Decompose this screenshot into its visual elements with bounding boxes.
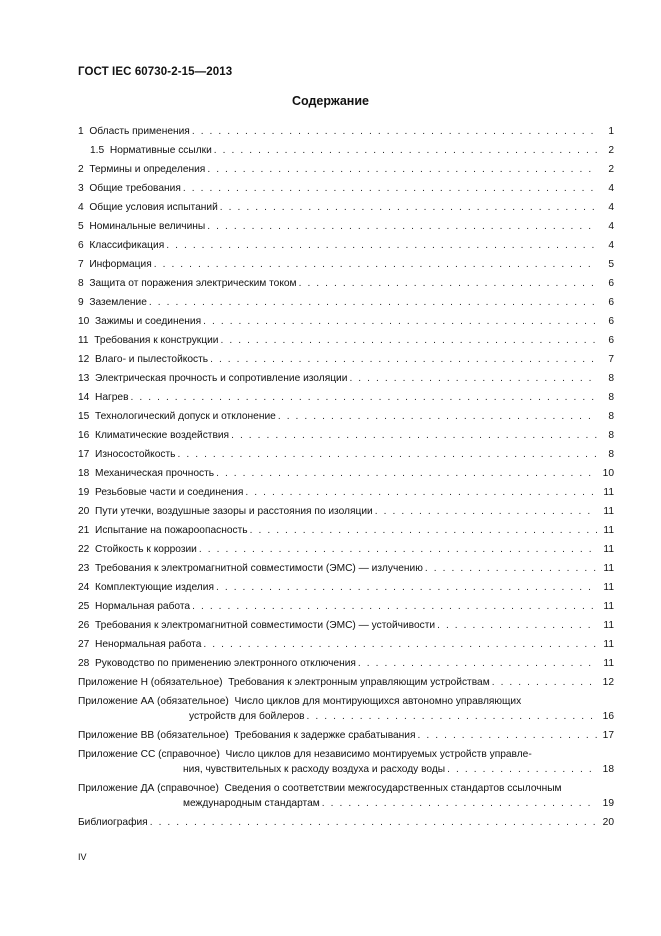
entry-title: Общие требования [89, 183, 181, 194]
toc-entry[interactable] [78, 523, 614, 542]
annex-title-line2: устройств для бойлеров [189, 711, 305, 722]
entry-title: Защита от поражения электрическим током [89, 278, 297, 289]
dot-leader [210, 352, 597, 367]
dot-leader [131, 390, 598, 405]
entry-title: Нормативные ссылки [109, 145, 212, 156]
dot-leader [177, 447, 597, 462]
entry-number: 4 [78, 202, 84, 213]
toc-annex-entry[interactable] [78, 781, 614, 811]
dot-leader [192, 599, 597, 614]
entry-title: Зажимы и соединения [95, 316, 202, 327]
annex-label: Приложение ДА (справочное) [78, 783, 219, 794]
entry-page: 11 [603, 487, 614, 498]
entry-page: 19 [602, 798, 614, 809]
entry-page: 12 [602, 677, 614, 688]
entry-page: 10 [602, 468, 614, 479]
dot-leader [418, 728, 598, 743]
dot-leader [154, 257, 597, 272]
entry-page: 18 [602, 764, 614, 775]
entry-page: 11 [603, 506, 614, 517]
entry-title: Требования к электромагнитной совместимости (ЭМС) — излучению [95, 563, 423, 574]
entry-title: Стойкость к коррозии [95, 544, 197, 555]
toc-entry[interactable] [78, 333, 614, 352]
toc-entry[interactable] [78, 466, 614, 485]
entry-number: 5 [78, 221, 84, 232]
toc-entry[interactable] [78, 390, 614, 409]
entry-title: Руководство по применению электронного отключения [95, 658, 356, 669]
entry-page: 11 [603, 601, 614, 612]
entry-number: 3 [78, 183, 84, 194]
entry-number: 14 [78, 392, 90, 403]
entry-page: 6 [608, 297, 614, 308]
entry-title: Нагрев [95, 392, 129, 403]
entry-page: 11 [603, 582, 614, 593]
entry-title: Износостойкость [95, 449, 176, 460]
entry-page: 11 [603, 525, 614, 536]
entry-title: Электрическая прочность и сопротивление изоляции [95, 373, 348, 384]
entry-number: 24 [78, 582, 90, 593]
dot-leader [216, 580, 597, 595]
dot-leader [214, 143, 597, 158]
entry-number: 25 [78, 601, 90, 612]
annex-title-line1: Число циклов для независимо монтируемых устройств управле- [225, 749, 532, 760]
toc-entry[interactable] [78, 219, 614, 238]
entry-title: Классификация [89, 240, 165, 251]
annex-title: Требования к задержке срабатывания [234, 730, 416, 741]
toc-entry[interactable] [78, 143, 614, 162]
entry-number: 26 [78, 620, 90, 631]
annex-label: Приложение Н (обязательное) [78, 677, 223, 688]
toc-entry[interactable] [78, 447, 614, 466]
dot-leader [358, 656, 597, 671]
annex-title-line2: ния, чувствительных к расходу воздуха и расходу воды [183, 764, 446, 775]
dot-leader [250, 523, 597, 538]
toc-entry[interactable] [78, 124, 614, 143]
entry-title: Влаго- и пылестойкость [95, 354, 209, 365]
entry-page: 11 [603, 658, 614, 669]
entry-number: 1.5 [90, 145, 105, 156]
entry-title: Требования к конструкции [94, 335, 219, 346]
entry-page: 4 [608, 240, 614, 251]
toc-entry[interactable] [78, 580, 614, 599]
annex-title-line1: Число циклов для монтирующихся автономно управляющих [234, 696, 522, 707]
dot-leader [150, 815, 597, 830]
dot-leader [425, 561, 597, 576]
entry-title: Механическая прочность [95, 468, 215, 479]
entry-number: 21 [78, 525, 90, 536]
entry-title: Термины и определения [89, 164, 206, 175]
dot-leader [199, 542, 597, 557]
entry-page: 11 [603, 544, 614, 555]
toc-entry[interactable] [78, 238, 614, 257]
entry-number: 12 [78, 354, 90, 365]
entry-title: Нормальная работа [95, 601, 191, 612]
entry-title: Общие условия испытаний [89, 202, 218, 213]
toc-entry[interactable] [78, 485, 614, 504]
entry-number: 2 [78, 164, 84, 175]
dot-leader [492, 675, 597, 690]
entry-page: 8 [608, 373, 614, 384]
entry-page: 6 [608, 335, 614, 346]
dot-leader [307, 709, 597, 724]
toc-entry[interactable] [78, 656, 614, 675]
entry-page: 17 [602, 730, 614, 741]
entry-number: 27 [78, 639, 90, 650]
toc-entry[interactable] [78, 200, 614, 219]
entry-number: 13 [78, 373, 90, 384]
entry-page: 2 [608, 145, 614, 156]
entry-title: Заземление [89, 297, 147, 308]
annex-label: Приложение АА (обязательное) [78, 696, 229, 707]
toc-entry[interactable] [78, 295, 614, 314]
dot-leader [437, 618, 597, 633]
entry-number: 9 [78, 297, 84, 308]
annex-label: Приложение ВВ (обязательное) [78, 730, 229, 741]
entry-number: 16 [78, 430, 90, 441]
toc-entry[interactable] [78, 542, 614, 561]
toc-entry[interactable] [78, 409, 614, 428]
entry-number: 7 [78, 259, 84, 270]
toc-title: Содержание [291, 94, 369, 108]
entry-page: 8 [608, 411, 614, 422]
entry-title: Пути утечки, воздушные зазоры и расстояния по изоляции [95, 506, 373, 517]
entry-number: 1 [78, 126, 84, 137]
entry-page: 5 [608, 259, 614, 270]
dot-leader [166, 238, 597, 253]
entry-title: Технологический допуск и отклонение [95, 411, 276, 422]
dot-leader [216, 466, 597, 481]
dot-leader [207, 219, 597, 234]
dot-leader [447, 762, 597, 777]
toc-entry[interactable] [78, 276, 614, 295]
entry-number: 17 [78, 449, 90, 460]
entry-number: 8 [78, 278, 84, 289]
entry-page: 11 [603, 639, 614, 650]
toc-annex-entry[interactable] [78, 675, 614, 694]
entry-number: 6 [78, 240, 84, 251]
entry-page: 11 [603, 620, 614, 631]
dot-leader [203, 637, 597, 652]
toc-entry[interactable] [78, 599, 614, 618]
document-header: ГОСТ IEC 60730-2-15—2013 [78, 66, 233, 78]
entry-page: 4 [608, 183, 614, 194]
toc-entry[interactable] [78, 162, 614, 181]
entry-page: 4 [608, 202, 614, 213]
entry-page: 7 [608, 354, 614, 365]
entry-number: 18 [78, 468, 90, 479]
entry-number: 15 [78, 411, 90, 422]
dot-leader [203, 314, 597, 329]
dot-leader [299, 276, 597, 291]
entry-number: 20 [78, 506, 90, 517]
entry-title: Комплектующие изделия [95, 582, 214, 593]
entry-title: Требования к электромагнитной совместимости (ЭМС) — устойчивости [95, 620, 436, 631]
annex-label: Приложение СС (справочное) [78, 749, 220, 760]
entry-number: 23 [78, 563, 90, 574]
entry-page: 11 [603, 563, 614, 574]
entry-number: 19 [78, 487, 90, 498]
entry-page: 6 [608, 316, 614, 327]
dot-leader [375, 504, 597, 519]
dot-leader [322, 796, 597, 811]
toc-entry[interactable] [78, 314, 614, 333]
entry-number: 11 [78, 335, 89, 346]
entry-title: Резьбовые части и соединения [95, 487, 244, 498]
toc-entry[interactable] [78, 428, 614, 447]
dot-leader [278, 409, 597, 424]
entry-title: Информация [89, 259, 152, 270]
annex-title-line2: международным стандартам [183, 798, 320, 809]
dot-leader [245, 485, 597, 500]
entry-page: 8 [608, 430, 614, 441]
entry-page: 4 [608, 221, 614, 232]
table-of-contents [78, 124, 614, 834]
toc-entry[interactable] [78, 352, 614, 371]
dot-leader [183, 181, 597, 196]
toc-entry[interactable] [78, 504, 614, 523]
entry-title: Область применения [89, 126, 190, 137]
entry-number: 10 [78, 316, 90, 327]
annex-title: Требования к электронным управляющим устройствам [228, 677, 490, 688]
toc-entry[interactable] [78, 561, 614, 580]
toc-entry[interactable] [78, 618, 614, 637]
dot-leader [192, 124, 597, 139]
entry-title: Испытание на пожароопасность [95, 525, 248, 536]
entry-title: Номинальные величины [89, 221, 206, 232]
entry-number: 22 [78, 544, 90, 555]
toc-entry[interactable] [78, 371, 614, 390]
dot-leader [231, 428, 597, 443]
entry-page: 8 [608, 449, 614, 460]
entry-page: 20 [602, 817, 614, 828]
toc-entry[interactable] [78, 181, 614, 200]
dot-leader [149, 295, 597, 310]
entry-page: 8 [608, 392, 614, 403]
entry-page: 2 [608, 164, 614, 175]
toc-annex-entry[interactable] [78, 728, 614, 747]
toc-annex-entry[interactable] [78, 747, 614, 777]
dot-leader [220, 333, 597, 348]
dot-leader [207, 162, 597, 177]
entry-number: 28 [78, 658, 90, 669]
dot-leader [220, 200, 597, 215]
bibliography-title: Библиография [78, 817, 148, 828]
entry-title: Ненормальная работа [95, 639, 202, 650]
entry-page: 16 [602, 711, 614, 722]
annex-title-line1: Сведения о соответствии межгосударственных стандартов ссылочным [224, 783, 562, 794]
dot-leader [349, 371, 597, 386]
toc-bibliography-entry[interactable] [78, 815, 614, 834]
entry-title: Климатические воздействия [95, 430, 230, 441]
toc-annex-entry[interactable] [78, 694, 614, 724]
toc-entry[interactable] [78, 257, 614, 276]
page-number: IV [78, 852, 87, 862]
entry-page: 1 [608, 126, 614, 137]
entry-page: 6 [608, 278, 614, 289]
toc-entry[interactable] [78, 637, 614, 656]
